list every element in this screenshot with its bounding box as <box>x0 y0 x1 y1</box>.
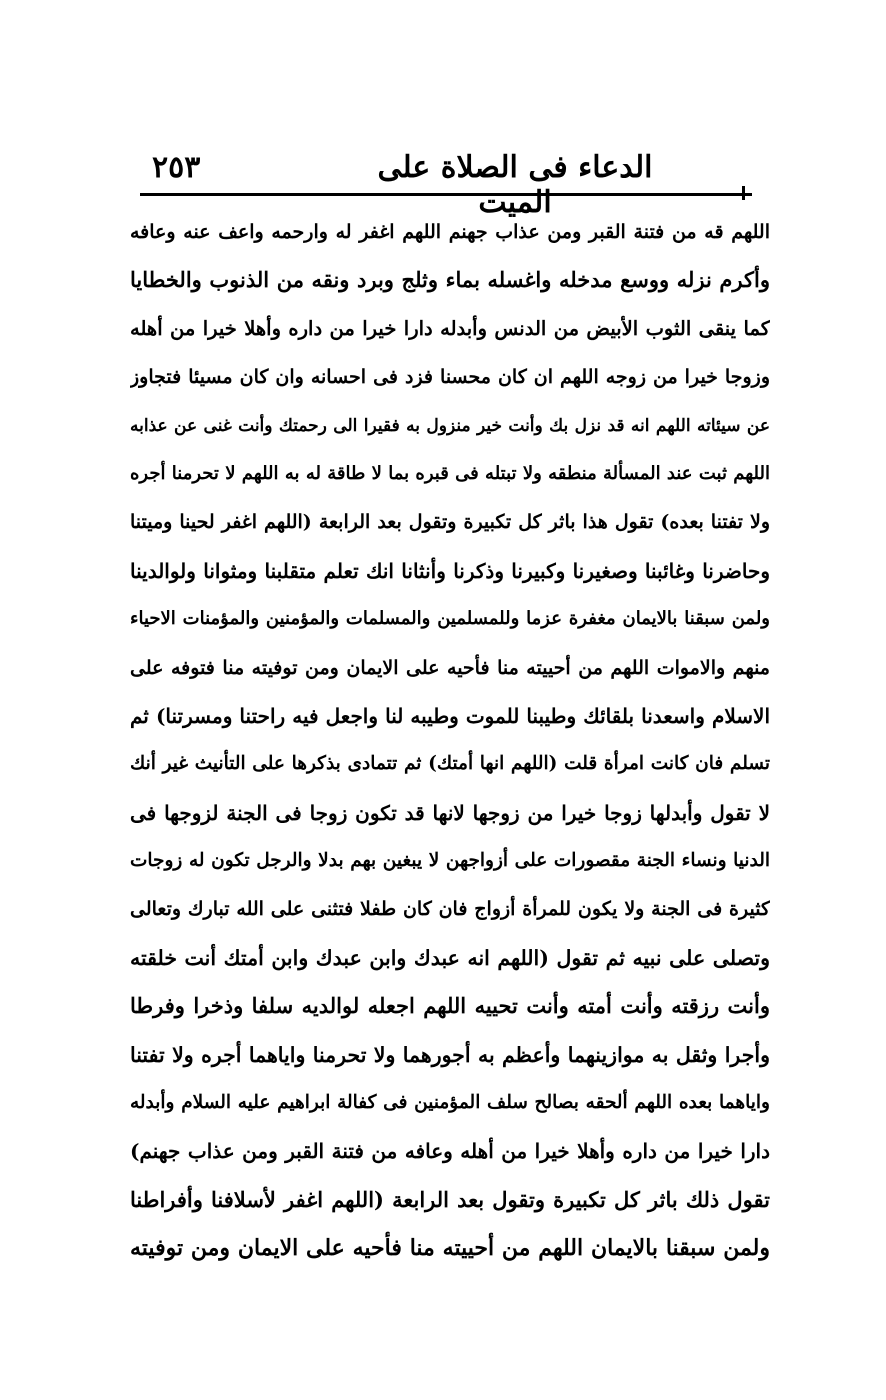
text-line: دارا خيرا من داره وأهلا خيرا من أهله وعافه من فتنة القبر ومن عذاب جهنم) <box>130 1139 770 1164</box>
text-line: وحاضرنا وغائبنا وصغيرنا وكبيرنا وذكرنا وأنثانا انك تعلم متقلبنا ومثوانا ولوالدينا <box>130 558 770 583</box>
text-line: الاسلام واسعدنا بلقائك وطيبنا للموت وطيبه لنا واجعل فيه راحتنا ومسرتنا) ثم <box>130 703 770 728</box>
text-line: الدنيا ونساء الجنة مقصورات على أزواجهن لا يبغين بهم بدلا والرجل تكون له زوجات <box>130 850 770 872</box>
text-line: كما ينقى الثوب الأبيض من الدنس وأبدله دارا خيرا من داره وأهلا خيرا من أهله <box>130 316 770 340</box>
text-line: منهم والاموات اللهم من أحييته منا فأحيه على الايمان ومن توفيته منا فتوفه على <box>130 656 770 679</box>
text-line: اللهم قه من فتنة القبر ومن عذاب جهنم اللهم اغفر له وارحمه واعف عنه وعافه <box>130 221 770 243</box>
text-line: وزوجا خيرا من زوجه اللهم ان كان محسنا فزد فى احسانه وان كان مسيئا فتجاوز <box>130 366 770 389</box>
text-line: وأكرم نزله ووسع مدخله واغسله بماء وثلج وبرد ونقه من الذنوب والخطايا <box>130 267 770 293</box>
text-line: عن سيئاته اللهم انه قد نزل بك وأنت خير منزول به فقيرا الى رحمتك وأنت غنى عن عذابه <box>130 415 770 436</box>
header-rule <box>140 193 752 196</box>
text-line: وتصلى على نبيه ثم تقول (اللهم انه عبدك وابن عبدك وابن أمتك أنت خلقته <box>130 945 770 970</box>
header-rule-tick <box>742 186 745 200</box>
body-text <box>130 208 770 1273</box>
text-line: كثيرة فى الجنة ولا يكون للمرأة أزواج فان كان طفلا فتثنى على الله تبارك وتعالى <box>130 898 770 921</box>
page-header <box>140 148 760 220</box>
text-line: تسلم فان كانت امرأة قلت (اللهم انها أمتك) ثم تتمادى بذكرها على التأنيث غير أنك <box>130 753 770 775</box>
text-line: تقول ذلك باثر كل تكبيرة وتقول بعد الرابعة (اللهم اغفر لأسلافنا وأفراطنا <box>130 1186 770 1212</box>
text-line: وأنت رزقته وأنت أمته وأنت تحييه اللهم اجعله لوالديه سلفا وذخرا وفرطا <box>130 993 770 1019</box>
running-title: الدعاء فى الصلاة على الميت <box>377 150 653 220</box>
text-line: ولمن سبقنا بالايمان اللهم من أحييته منا فأحيه على الايمان ومن توفيته <box>130 1235 770 1262</box>
text-line: واياهما بعده اللهم ألحقه بصالح سلف المؤمنين فى كفالة ابراهيم عليه السلام وأبدله <box>130 1092 770 1114</box>
text-line: اللهم ثبت عند المسألة منطقه ولا تبتله فى قبره بما لا طاقة له به اللهم لا تحرمنا أجره <box>130 462 770 484</box>
text-line: ولا تفتنا بعده) تقول هذا باثر كل تكبيرة وتقول بعد الرابعة (اللهم اغفر لحينا وميتنا <box>130 511 770 534</box>
page-number: ٢٥٣ <box>152 150 201 185</box>
text-line: وأجرا وثقل به موازينهما وأعظم به أجورهما ولا تحرمنا واياهما أجره ولا تفتنا <box>130 1042 770 1067</box>
text-line: لا تقول وأبدلها زوجا خيرا من زوجها لانها قد تكون زوجا فى الجنة لزوجها فى <box>130 800 770 825</box>
text-line: ولمن سبقنا بالايمان مغفرة عزما وللمسلمين والمسلمات والمؤمنين والمؤمنات الاحياء <box>130 608 770 630</box>
